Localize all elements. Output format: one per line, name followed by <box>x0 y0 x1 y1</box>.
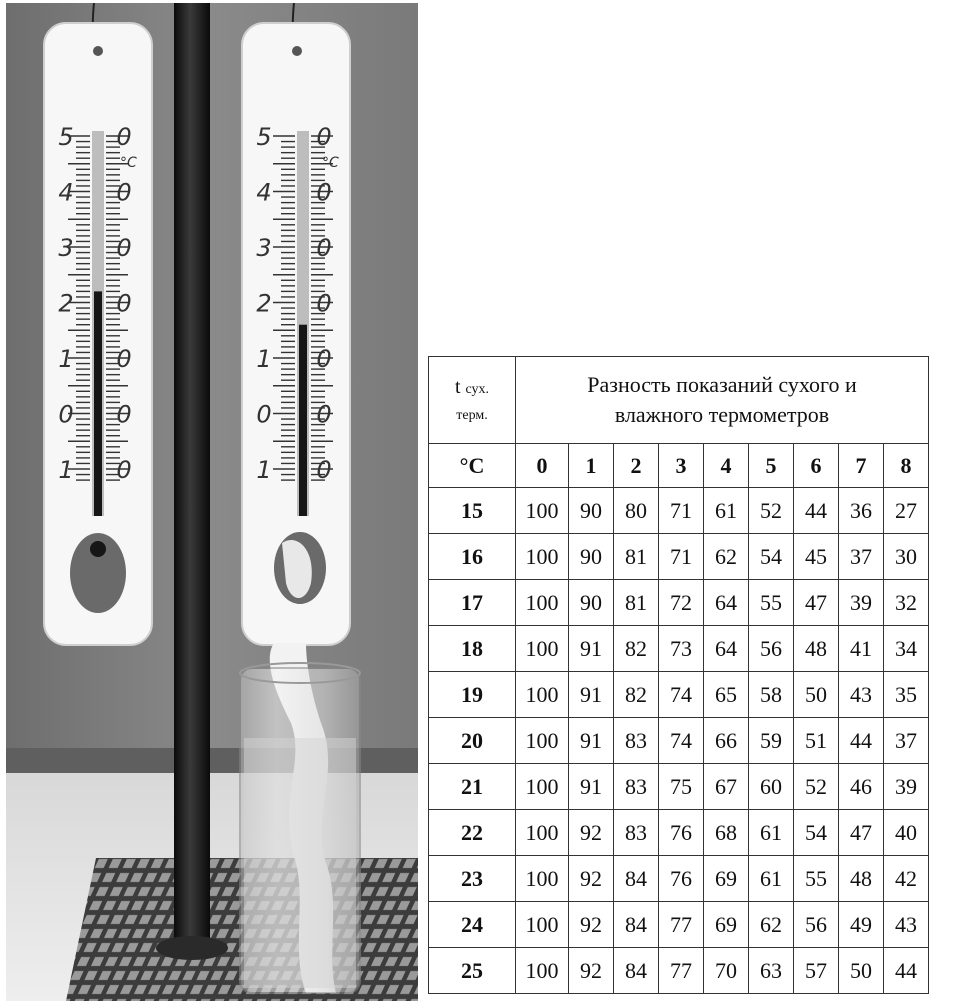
humidity-cell: 100 <box>516 810 569 856</box>
humidity-cell: 43 <box>839 672 884 718</box>
humidity-cell: 46 <box>839 764 884 810</box>
table-row <box>429 672 929 718</box>
humidity-cell: 44 <box>884 948 929 994</box>
scale-label-tens: 3 <box>256 234 272 262</box>
humidity-cell: 45 <box>794 534 839 580</box>
humidity-cell: 100 <box>516 948 569 994</box>
humidity-cell: 54 <box>749 534 794 580</box>
humidity-cell: 84 <box>614 856 659 902</box>
humidity-cell: 59 <box>749 718 794 764</box>
dry-temp-cell: 16 <box>429 534 516 580</box>
humidity-cell: 84 <box>614 902 659 948</box>
scale-label-units: 0 <box>116 289 132 318</box>
dry-temp-label: t <box>454 376 461 398</box>
humidity-cell: 90 <box>569 488 614 534</box>
humidity-cell: 42 <box>884 856 929 902</box>
humidity-cell: 100 <box>516 718 569 764</box>
humidity-cell: 61 <box>704 488 749 534</box>
wet-thermometer <box>242 23 350 645</box>
table-row <box>429 764 929 810</box>
dry-temp-cell: 24 <box>429 902 516 948</box>
dry-temp-cell: 21 <box>429 764 516 810</box>
stand-rod <box>174 3 210 943</box>
humidity-cell: 55 <box>794 856 839 902</box>
table-row <box>429 580 929 626</box>
dry-temp-cell: 20 <box>429 718 516 764</box>
difference-col-header: 4 <box>704 444 749 488</box>
humidity-cell: 40 <box>884 810 929 856</box>
humidity-cell: 41 <box>839 626 884 672</box>
scale-label-tens: 2 <box>58 289 74 318</box>
humidity-cell: 82 <box>614 626 659 672</box>
humidity-cell: 100 <box>516 488 569 534</box>
humidity-cell: 63 <box>749 948 794 994</box>
humidity-cell: 74 <box>659 718 704 764</box>
humidity-cell: 49 <box>839 902 884 948</box>
humidity-cell: 69 <box>704 902 749 948</box>
humidity-cell: 56 <box>794 902 839 948</box>
scale-unit-label: °C <box>322 155 339 171</box>
psychrometer-photo <box>6 3 418 1001</box>
humidity-cell: 100 <box>516 764 569 810</box>
difference-header <box>516 357 929 444</box>
humidity-cell: 68 <box>704 810 749 856</box>
humidity-cell: 100 <box>516 902 569 948</box>
scale-label-units: 0 <box>116 456 132 484</box>
humidity-cell: 100 <box>516 626 569 672</box>
humidity-cell: 83 <box>614 718 659 764</box>
humidity-cell: 62 <box>749 902 794 948</box>
scale-label-units: 0 <box>116 345 132 373</box>
dry-temp-header <box>429 357 516 444</box>
table-row <box>429 488 929 534</box>
humidity-cell: 100 <box>516 672 569 718</box>
humidity-cell: 54 <box>794 810 839 856</box>
humidity-cell: 72 <box>659 580 704 626</box>
table-row <box>429 718 929 764</box>
humidity-cell: 44 <box>839 718 884 764</box>
humidity-cell: 90 <box>569 534 614 580</box>
humidity-cell: 92 <box>569 856 614 902</box>
humidity-cell: 64 <box>704 626 749 672</box>
humidity-cell: 91 <box>569 672 614 718</box>
humidity-cell: 50 <box>794 672 839 718</box>
humidity-cell: 81 <box>614 580 659 626</box>
scale-label-tens: 1 <box>58 456 74 484</box>
humidity-cell: 82 <box>614 672 659 718</box>
difference-title-line2: влажного термометров <box>614 402 830 427</box>
table-row <box>429 856 929 902</box>
table-row <box>429 626 929 672</box>
difference-col-header: 8 <box>884 444 929 488</box>
table-row <box>429 534 929 580</box>
humidity-cell: 51 <box>794 718 839 764</box>
table-header-row <box>429 357 929 444</box>
humidity-cell: 71 <box>659 488 704 534</box>
humidity-cell: 47 <box>839 810 884 856</box>
humidity-cell: 58 <box>749 672 794 718</box>
humidity-cell: 75 <box>659 764 704 810</box>
humidity-cell: 83 <box>614 764 659 810</box>
humidity-cell: 48 <box>794 626 839 672</box>
humidity-cell: 77 <box>659 902 704 948</box>
table-row <box>429 810 929 856</box>
humidity-cell: 83 <box>614 810 659 856</box>
dry-temp-cell: 23 <box>429 856 516 902</box>
humidity-cell: 64 <box>704 580 749 626</box>
humidity-cell: 77 <box>659 948 704 994</box>
humidity-table <box>428 356 929 994</box>
humidity-cell: 37 <box>839 534 884 580</box>
scale-label-units: 0 <box>316 400 332 429</box>
humidity-cell: 32 <box>884 580 929 626</box>
dry-temp-cell: 19 <box>429 672 516 718</box>
humidity-cell: 81 <box>614 534 659 580</box>
scale-label-units: 0 <box>116 178 132 207</box>
humidity-cell: 91 <box>569 626 614 672</box>
humidity-cell: 65 <box>704 672 749 718</box>
humidity-cell: 76 <box>659 856 704 902</box>
humidity-cell: 91 <box>569 764 614 810</box>
humidity-cell: 92 <box>569 948 614 994</box>
humidity-cell: 69 <box>704 856 749 902</box>
humidity-cell: 66 <box>704 718 749 764</box>
rod-foot <box>156 936 228 960</box>
water <box>244 738 356 988</box>
scale-label-tens: 4 <box>58 178 74 207</box>
difference-col-header: 5 <box>749 444 794 488</box>
humidity-cell: 73 <box>659 626 704 672</box>
scale-label-tens: 1 <box>58 345 74 373</box>
humidity-cell: 90 <box>569 580 614 626</box>
dry-temp-cell: 25 <box>429 948 516 994</box>
scale-label-units: 0 <box>316 123 332 151</box>
humidity-cell: 44 <box>794 488 839 534</box>
dry-temp-cell: 22 <box>429 810 516 856</box>
scale-label-tens: 1 <box>256 345 272 373</box>
humidity-cell: 48 <box>839 856 884 902</box>
difference-col-header: 2 <box>614 444 659 488</box>
scale-label-units: 0 <box>316 456 332 484</box>
humidity-cell: 34 <box>884 626 929 672</box>
difference-title-line1: Разность показаний сухого и <box>587 372 857 398</box>
dry-thermometer <box>44 23 152 645</box>
humidity-cell: 52 <box>749 488 794 534</box>
unit-cell: °С <box>429 444 516 488</box>
humidity-cell: 84 <box>614 948 659 994</box>
humidity-cell: 27 <box>884 488 929 534</box>
scale-label-units: 0 <box>116 234 132 262</box>
scale-label-units: 0 <box>316 289 332 318</box>
scale-unit-label: °C <box>120 155 137 171</box>
humidity-cell: 91 <box>569 718 614 764</box>
scale-label-tens: 3 <box>58 234 74 262</box>
humidity-cell: 50 <box>839 948 884 994</box>
dry-temp-cell: 17 <box>429 580 516 626</box>
humidity-cell: 61 <box>749 856 794 902</box>
scale-label-tens: 2 <box>256 289 272 318</box>
humidity-cell: 71 <box>659 534 704 580</box>
dry-temp-cell: 18 <box>429 626 516 672</box>
humidity-cell: 35 <box>884 672 929 718</box>
humidity-cell: 70 <box>704 948 749 994</box>
humidity-cell: 57 <box>794 948 839 994</box>
difference-col-header: 1 <box>569 444 614 488</box>
scale-label-tens: 4 <box>256 178 272 207</box>
scale-label-units: 0 <box>316 345 332 373</box>
humidity-cell: 52 <box>794 764 839 810</box>
humidity-cell: 39 <box>884 764 929 810</box>
humidity-cell: 30 <box>884 534 929 580</box>
scale-label-tens: 1 <box>256 456 272 484</box>
scale-label-tens: 5 <box>58 123 74 151</box>
difference-col-header: 7 <box>839 444 884 488</box>
humidity-cell: 100 <box>516 580 569 626</box>
table-row <box>429 902 929 948</box>
scale-label-tens: 5 <box>256 123 272 151</box>
dry-temp-sub2: терм. <box>456 408 488 423</box>
scale-label-tens: 0 <box>58 400 74 429</box>
humidity-cell: 92 <box>569 902 614 948</box>
scale-label-units: 0 <box>316 234 332 262</box>
difference-col-header: 0 <box>516 444 569 488</box>
humidity-cell: 60 <box>749 764 794 810</box>
scale-label-units: 0 <box>116 123 132 151</box>
humidity-cell: 61 <box>749 810 794 856</box>
humidity-cell: 47 <box>794 580 839 626</box>
difference-values-row <box>429 444 929 488</box>
difference-col-header: 6 <box>794 444 839 488</box>
humidity-cell: 92 <box>569 810 614 856</box>
humidity-cell: 39 <box>839 580 884 626</box>
humidity-cell: 43 <box>884 902 929 948</box>
table-row <box>429 948 929 994</box>
psychrometer-illustration <box>6 3 418 1001</box>
humidity-cell: 76 <box>659 810 704 856</box>
humidity-cell: 100 <box>516 856 569 902</box>
scale-label-units: 0 <box>316 178 332 207</box>
humidity-cell: 37 <box>884 718 929 764</box>
humidity-cell: 80 <box>614 488 659 534</box>
scale-label-units: 0 <box>116 400 132 429</box>
humidity-cell: 67 <box>704 764 749 810</box>
humidity-cell: 62 <box>704 534 749 580</box>
difference-col-header: 3 <box>659 444 704 488</box>
humidity-cell: 36 <box>839 488 884 534</box>
humidity-cell: 56 <box>749 626 794 672</box>
humidity-cell: 55 <box>749 580 794 626</box>
humidity-cell: 74 <box>659 672 704 718</box>
dry-temp-sub: сух. <box>465 382 490 397</box>
humidity-cell: 100 <box>516 534 569 580</box>
scale-label-tens: 0 <box>256 400 272 429</box>
dry-temp-cell: 15 <box>429 488 516 534</box>
